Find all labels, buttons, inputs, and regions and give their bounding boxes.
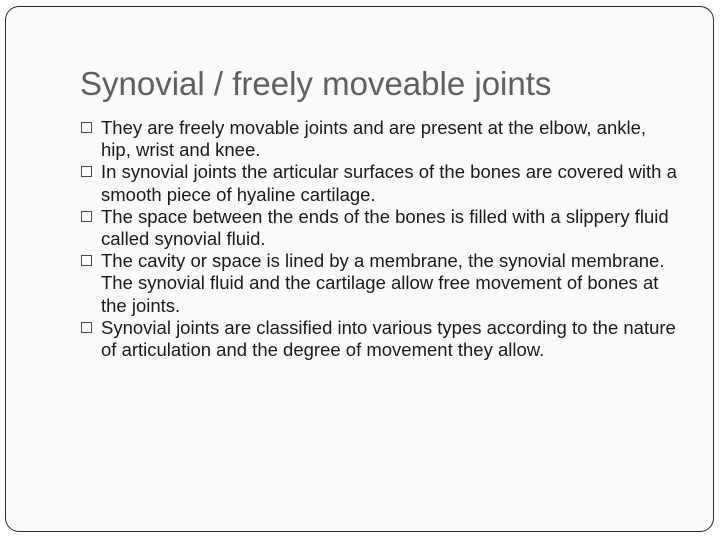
bullet-item	[80, 317, 680, 361]
bullet-item	[80, 206, 680, 250]
square-bullet-icon	[81, 255, 92, 266]
bullet-item	[80, 161, 680, 205]
bullet-text: In synovial joints the articular surfaces of the bones are covered with a smooth piece of hyaline cartilage.	[101, 161, 677, 205]
square-bullet-icon	[81, 322, 92, 333]
square-bullet-icon	[81, 211, 92, 222]
square-bullet-icon	[81, 166, 92, 177]
square-bullet-icon	[81, 122, 92, 133]
slide-title: Synovial / freely moveable joints	[80, 65, 552, 102]
bullet-list	[80, 117, 680, 361]
bullet-text: The cavity or space is lined by a membrane, the synovial membrane. The synovial fluid and the cartilage allow free movement of bones at the joints.	[101, 250, 665, 316]
bullet-item	[80, 250, 680, 317]
bullet-text: The space between the ends of the bones is filled with a slippery fluid called synovial fluid.	[101, 205, 669, 250]
bullet-text: Synovial joints are classified into various types according to the nature of articulation and the degree of movement they allow.	[101, 316, 676, 361]
bullet-item	[80, 117, 680, 161]
bullet-text: They are freely movable joints and are present at the elbow, ankle, hip, wrist and knee.	[101, 117, 647, 161]
